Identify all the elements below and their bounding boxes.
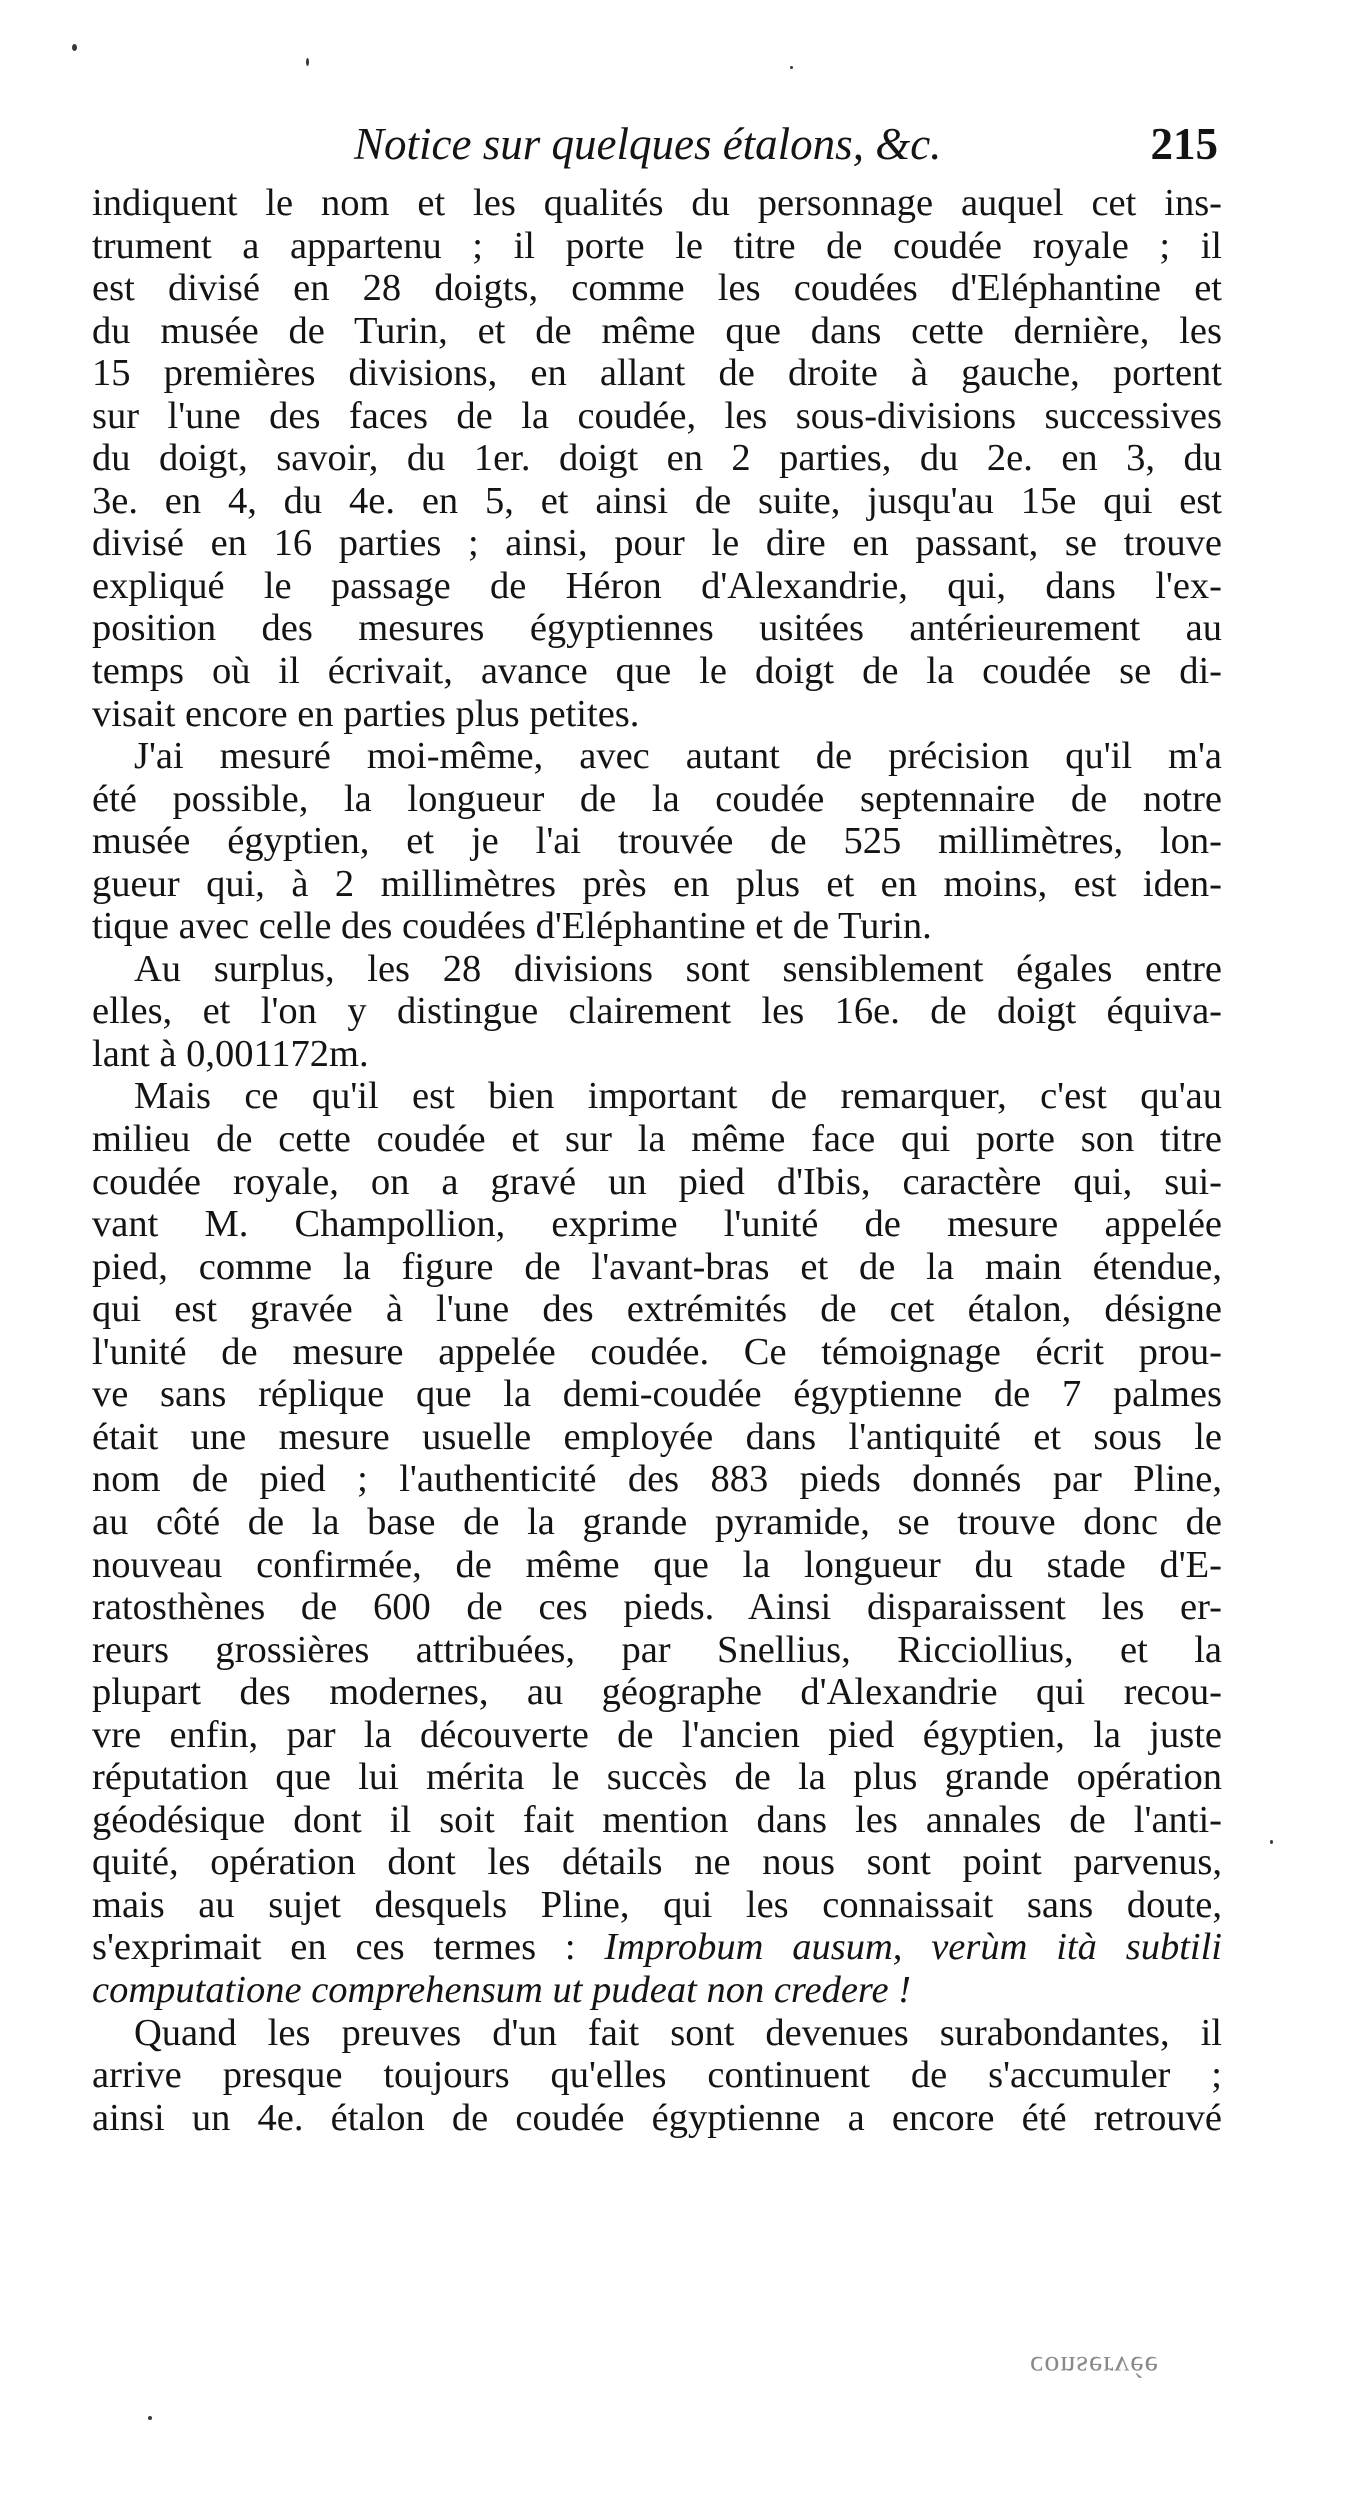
- text-line: était une mesure usuelle employée dans l'antiquité et sous le: [92, 1415, 1222, 1458]
- print-speck: [148, 2416, 152, 2420]
- text-line: position des mesures égyptiennes usitées antérieurement au: [92, 607, 1222, 650]
- text-line: ainsi un 4e. étalon de coudée égyptienne a encore été retrouvé: [92, 2096, 1222, 2139]
- text-line: nouveau confirmée, de même que la longueur du stade d'E-: [92, 1543, 1222, 1586]
- text-line: du musée de Turin, et de même que dans cette dernière, les: [92, 309, 1222, 352]
- text-line: réputation que lui mérita le succès de la plus grande opération: [92, 1756, 1222, 1799]
- text-line: elles, et l'on y distingue clairement les 16e. de doigt équiva-: [92, 990, 1222, 1033]
- text-line: ve sans réplique que la demi-coudée égyptienne de 7 palmes: [92, 1373, 1222, 1416]
- text-line: musée égyptien, et je l'ai trouvée de 525 millimètres, lon-: [92, 820, 1222, 863]
- print-speck: [306, 58, 309, 66]
- text-line: lant à 0,001172m.: [92, 1032, 369, 1075]
- page-number: 215: [1150, 119, 1218, 169]
- text-line-with-quote: [92, 1926, 1222, 1969]
- text-line: reurs grossières attribuées, par Snellius, Ricciollius, et la: [92, 1628, 1222, 1671]
- text-line: au côté de la base de la grande pyramide, se trouve donc de: [92, 1500, 1222, 1543]
- text-segment: s'exprimait en ces termes :: [92, 1926, 576, 1969]
- text-line: trument a appartenu ; il porte le titre de coudée royale ; il: [92, 224, 1222, 267]
- text-line: du doigt, savoir, du 1er. doigt en 2 parties, du 2e. en 3, du: [92, 437, 1222, 480]
- text-line: 3e. en 4, du 4e. en 5, et ainsi de suite, jusqu'au 15e qui est: [92, 479, 1222, 522]
- text-line: vre enfin, par la découverte de l'ancien pied égyptien, la juste: [92, 1713, 1222, 1756]
- body-text: [92, 182, 1222, 2139]
- text-line: vant M. Champollion, exprime l'unité de mesure appelée: [92, 1203, 1222, 1246]
- print-speck: [790, 66, 793, 69]
- print-speck: [72, 44, 77, 51]
- text-line: Mais ce qu'il est bien important de remarquer, c'est qu'au: [134, 1075, 1222, 1118]
- text-line: indiquent le nom et les qualités du personnage auquel cet ins-: [92, 182, 1222, 224]
- text-line: coudée royale, on a gravé un pied d'Ibis, caractère qui, sui-: [92, 1160, 1222, 1203]
- text-line: est divisé en 28 doigts, comme les coudées d'Eléphantine et: [92, 267, 1222, 310]
- text-line: quité, opération dont les détails ne nous sont point parvenus,: [92, 1841, 1222, 1884]
- text-line: visait encore en parties plus petites.: [92, 692, 640, 735]
- bleed-through-catchword: conservée: [1030, 2350, 1159, 2383]
- text-line: Au surplus, les 28 divisions sont sensiblement égales entre: [134, 947, 1222, 990]
- text-line: 15 premières divisions, en allant de droite à gauche, portent: [92, 352, 1222, 395]
- running-title: Notice sur quelques étalons, &c.: [354, 119, 942, 169]
- print-speck: [1270, 1840, 1273, 1844]
- latin-quote-line: computatione comprehensum ut pudeat non credere !: [92, 1968, 911, 2011]
- latin-quote: Improbum ausum, verùm ità subtili: [604, 1926, 1222, 1969]
- text-line: pied, comme la figure de l'avant-bras et de la main étendue,: [92, 1245, 1222, 1288]
- running-head: [92, 114, 1218, 174]
- text-line: sur l'une des faces de la coudée, les sous-divisions successives: [92, 394, 1222, 437]
- text-line: qui est gravée à l'une des extrémités de cet étalon, désigne: [92, 1288, 1222, 1331]
- text-line: mais au sujet desquels Pline, qui les connaissait sans doute,: [92, 1883, 1222, 1926]
- text-line: J'ai mesuré moi-même, avec autant de précision qu'il m'a: [134, 735, 1222, 778]
- text-line: ratosthènes de 600 de ces pieds. Ainsi disparaissent les er-: [92, 1586, 1222, 1629]
- text-line: gueur qui, à 2 millimètres près en plus et en moins, est iden-: [92, 862, 1222, 905]
- text-line: tique avec celle des coudées d'Eléphantine et de Turin.: [92, 905, 932, 948]
- text-line: divisé en 16 parties ; ainsi, pour le dire en passant, se trouve: [92, 522, 1222, 565]
- text-line: plupart des modernes, au géographe d'Alexandrie qui recou-: [92, 1671, 1222, 1714]
- text-line: temps où il écrivait, avance que le doigt de la coudée se di-: [92, 650, 1222, 693]
- text-line: expliqué le passage de Héron d'Alexandrie, qui, dans l'ex-: [92, 564, 1222, 607]
- text-line: été possible, la longueur de la coudée septennaire de notre: [92, 777, 1222, 820]
- text-line: arrive presque toujours qu'elles continuent de s'accumuler ;: [92, 2054, 1222, 2097]
- text-line: nom de pied ; l'authenticité des 883 pieds donnés par Pline,: [92, 1458, 1222, 1501]
- text-line: l'unité de mesure appelée coudée. Ce témoignage écrit prou-: [92, 1330, 1222, 1373]
- text-line: géodésique dont il soit fait mention dans les annales de l'anti-: [92, 1798, 1222, 1841]
- text-line: milieu de cette coudée et sur la même face qui porte son titre: [92, 1118, 1222, 1161]
- text-line: Quand les preuves d'un fait sont devenues surabondantes, il: [134, 2011, 1222, 2054]
